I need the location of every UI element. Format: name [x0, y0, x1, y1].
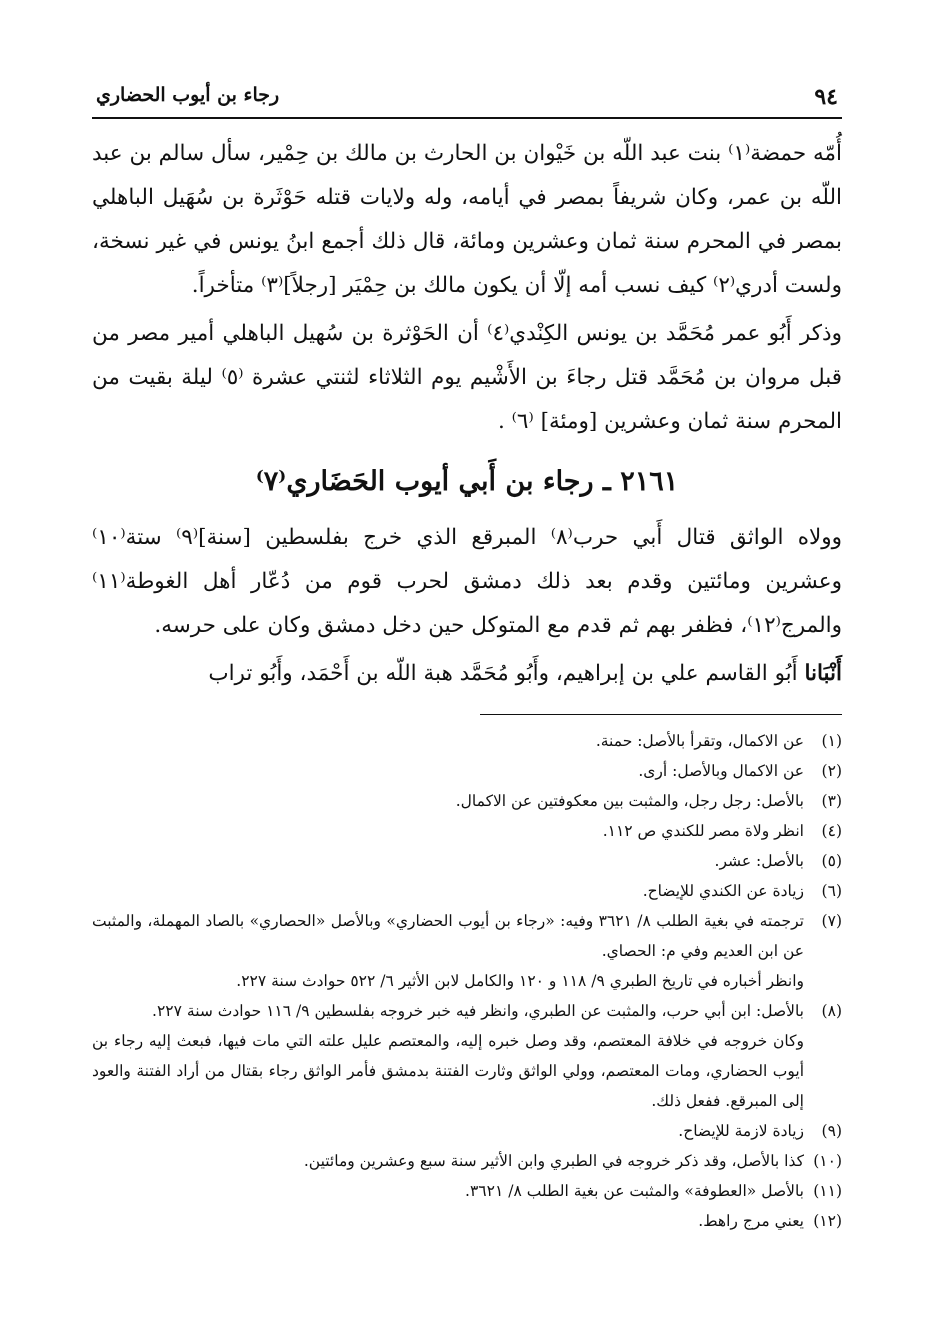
footnote-number: (١) — [821, 732, 842, 750]
footnote — [92, 1026, 842, 1116]
paragraph-2: وذكر أَبُو عمر مُحَمَّد بن يونس الكِنْدي⁽٤⁾ أن الحَوْثرة بن سُهيل الباهلي أمير مصر من قبل مروان بن مُحَمَّد قتل رجاءَ بن الأَشْيم يوم الثلاثاء لثنتي عشرة ⁽٥⁾ ليلة بقيت من المحرم سنة ثمان وعشرين [ومئة] ⁽٦⁾ . — [92, 321, 843, 434]
footnotes — [92, 726, 842, 1236]
footnote — [92, 726, 842, 756]
footnote — [92, 966, 842, 996]
footnote-text: انظر ولاة مصر للكندي ص ١١٢. — [602, 822, 804, 840]
footnote-text: عن الاكمال وبالأصل: أرى. — [638, 762, 804, 780]
footnote — [92, 996, 842, 1026]
footnote-number: (٤) — [821, 822, 842, 840]
footnote-number: (١٠) — [813, 1152, 842, 1170]
footnote — [92, 876, 842, 906]
footnote — [92, 1206, 842, 1236]
footnote — [92, 1116, 842, 1146]
footnote — [92, 816, 842, 846]
footnote-number: (٥) — [821, 852, 842, 870]
footnote-text: بالأصل: ابن أبي حرب، والمثبت عن الطبري، وانظر فيه خبر خروجه بفلسطين ٩/ ١١٦ حوادث سنة ٢٢٧. — [152, 1002, 804, 1020]
footnote-text: بالأصل: رجل رجل، والمثبت بين معكوفتين عن الاكمال. — [455, 792, 804, 810]
isnad-lead-word: أَنْبَانا — [804, 661, 842, 686]
paragraph-4-text: أَبُو القاسم علي بن إبراهيم، وأَبُو مُحَمَّد هبة اللّه بن أَحْمَد، وأَبُو تراب — [208, 661, 805, 686]
footnote-text: بالأصل: عشر. — [714, 852, 804, 870]
footnote — [92, 1176, 842, 1206]
footnote-text: كذا بالأصل، وقد ذكر خروجه في الطبري وابن الأثير سنة سبع وعشرين ومائتين. — [303, 1152, 804, 1170]
page-number: ٩٤ — [814, 84, 838, 110]
footnote-rule — [480, 714, 842, 715]
footnote-text: بالأصل «العطوفة» والمثبت عن بغية الطلب ٨/ ٣٦٢١. — [465, 1182, 804, 1200]
page-header — [92, 80, 842, 116]
footnote-number: (١٢) — [813, 1212, 842, 1230]
footnote-text: يعني مرج راهط. — [698, 1212, 804, 1230]
footnote-number: (٨) — [821, 1002, 842, 1020]
entry-heading: ٢١٦١ ـ رجاء بن أَبي أيوب الحَضَاري⁽٧⁾ — [255, 466, 679, 497]
footnote — [92, 1146, 842, 1176]
footnote-number — [804, 966, 842, 996]
footnote-number: (٧) — [821, 912, 842, 930]
footnote-number: (٦) — [821, 882, 842, 900]
paragraph-3: وولاه الواثق قتال أَبي حرب⁽٨⁾ المبرقع الذي خرج بفلسطين [سنة]⁽٩⁾ ستة⁽١٠⁾ وعشرين ومائتين وقدم بعد ذلك دمشق لحرب قوم من دُعّار أهل الغوطة⁽١١⁾ والمرج⁽١٢⁾، فظفر بهم ثم قدم مع المتوكل حين دخل دمشق وكان على حرسه. — [92, 525, 842, 638]
footnote — [92, 756, 842, 786]
footnote-number: (١١) — [813, 1182, 842, 1200]
footnote-text: زيادة لازمة للإيضاح. — [678, 1122, 804, 1140]
footnote — [92, 906, 842, 966]
footnote-number: (٣) — [821, 792, 842, 810]
footnote-text: وانظر أخباره في تاريخ الطبري ٩/ ١١٨ و ١٢٠ والكامل لابن الأثير ٦/ ٥٢٢ حوادث سنة ٢٢٧. — [236, 972, 804, 990]
footnote — [92, 846, 842, 876]
footnote-text: زيادة عن الكندي للإيضاح. — [642, 882, 804, 900]
footnote-text: عن الاكمال، وتقرأ بالأصل: حمنة. — [595, 732, 804, 750]
main-text — [92, 132, 842, 696]
footnote-number — [804, 1026, 842, 1116]
running-title: رجاء بن أيوب الحضاري — [96, 84, 280, 106]
footnote — [92, 786, 842, 816]
footnote-text: ترجمته في بغية الطلب ٨/ ٣٦٢١ وفيه: «رجاء بن أيوب الحضاري» وبالأصل «الحصاري» بالصاد المهملة، والمثبت عن ابن العديم وفي م: الحصاي. — [92, 912, 804, 960]
footnote-number: (٢) — [821, 762, 842, 780]
paragraph-4 — [92, 652, 842, 696]
paragraph-1: أُمّه حمضة⁽١⁾ بنت عبد اللّه بن خَيْوان بن الحارث بن مالك بن حِمْير، سأل سالم بن عبد اللّه بن عمر، وكان شريفاً بمصر في أيامه، وله ولايات قتله حَوْثَرة بن سُهَيل الباهلي بمصر في المحرم سنة ثمان وعشرين ومائة، قال ذلك أجمع ابنُ يونس في غير نسخة، ولست أدري⁽٢⁾ كيف نسب أمه إلّا أن يكون مالك بن حِمْيَر [رجلاً]⁽٣⁾ متأخراً. — [92, 141, 842, 298]
footnote-number: (٩) — [821, 1122, 842, 1140]
footnote-text: وكان خروجه في خلافة المعتصم، وقد وصل خبره إليه، والمعتصم عليل علته التي مات فيها، فبعث إليه رجاء بن أيوب الحضاري، ومات المعتصم، وولي الواثق وثارت الفتنة بدمشق فأمر الواثق رجاء بقتال من أراد الفتنة والعود إلى المبرقع. ففعل ذلك. — [92, 1032, 804, 1110]
header-rule — [92, 117, 842, 119]
